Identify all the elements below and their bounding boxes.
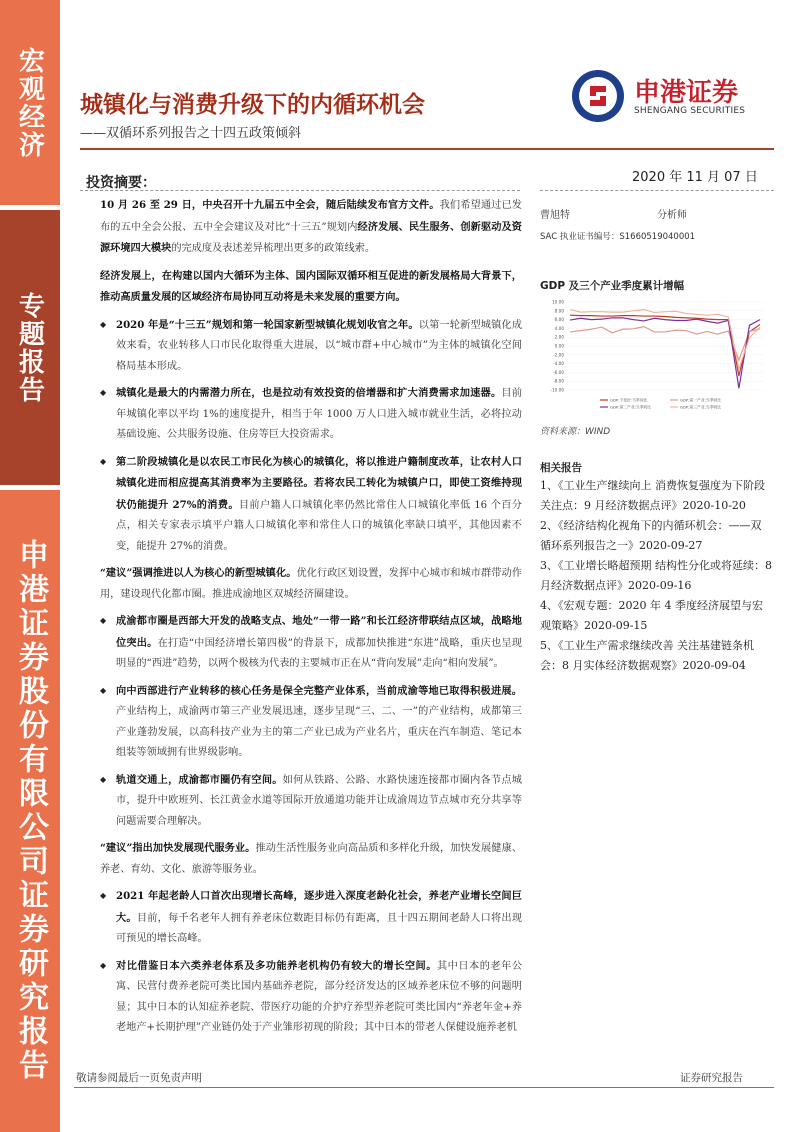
footer-divider: [74, 1087, 774, 1088]
sidebar: [0, 0, 60, 1132]
legend-label: GDP:第二产业:当季同比: [610, 404, 652, 410]
text-bold: 对比借鉴日本六类养老体系及多功能养老机构仍有较大的增长空间。: [116, 959, 437, 972]
y-tick-label: -6.00: [553, 369, 564, 375]
bullet-item: [100, 956, 522, 1039]
side-divider: [540, 190, 774, 191]
y-tick-label: -4.00: [553, 361, 564, 367]
bullet-item: [100, 383, 522, 446]
bullet-item: [100, 770, 522, 833]
summary-paragraph: [100, 266, 522, 309]
summary-divider: [80, 190, 520, 191]
y-tick-label: 2.00: [554, 334, 564, 340]
sidebar-company: 申港证券股份有限公司证券研究报告: [0, 490, 60, 1132]
text-bold: 第二阶段城镇化是以农民工市民化为核心的城镇化，将以推进户籍制度改革，让农村人口城镇化进而相应提高其消费率为主要路径。若将农民工转化为城镇户口，即使工资维持现状仍能提升 27%的消费。: [116, 455, 522, 511]
text-bold: 2020 年是“十三五”规划和第一轮国家新型城镇化规划收官之年。: [116, 318, 419, 331]
bullet-item: [100, 315, 522, 378]
logo-text-en: SHENGANG SECURITIES: [634, 106, 746, 116]
footer-label: 证券研究报告: [680, 1072, 743, 1084]
y-tick-label: 6.00: [554, 317, 564, 323]
y-tick-label: 4.00: [554, 325, 564, 331]
page-title: 城镇化与消费升级下的内循环机会: [80, 91, 425, 118]
analyst-sac: SAC 执业证书编号：S1660519040001: [540, 232, 696, 242]
y-tick-label: 10.00: [552, 299, 564, 305]
text: 我们希望通过已发布的五中全会公报、五中全会建议及对比“十三五”规划内: [100, 200, 523, 233]
logo-emblem-icon: [570, 68, 626, 124]
summary-paragraph: [100, 195, 522, 260]
text: 推动生活性服务业向高品质和多样化升级，加快发展健康、养老、育幼、文化、旅游等服务业。: [100, 843, 523, 875]
text: 在打造“中国经济增长第四极”的背景下，成都加快推进“东进”战略，重庆也呈现明显的“西进”趋势，以两个极核为代表的主要城市正在从“背向发展”走向“相向发展”。: [116, 637, 522, 669]
text: 产业结构上，成渝两市第三产业发展迅速，逐步呈现“三、二、一”的产业结构，成都第三产业蓬勃发展，以高科技产业为主的第二产业已成为产业名片，重庆在汽车制造、笔记本组装等领域拥有世界级影响。: [116, 706, 522, 758]
summary-paragraph: [100, 563, 522, 605]
text: 目前户籍人口城镇化率仍然比常住人口城镇化率低 16 个百分点，相关专家表示填平户籍人口城镇化率和常住人口的城镇化率缺口填平，其他因素不变，能提升 27%的消费。: [116, 499, 522, 552]
text-bold: 城镇化是最大的内需潜力所在，也是拉动有效投资的倍增器和扩大消费需求加速器。: [116, 387, 502, 399]
legend-label: GDP:第一产业:当季同比: [680, 397, 722, 403]
bullet-item: [100, 611, 522, 675]
analyst-title: 分析师: [657, 210, 687, 221]
gdp-chart: [540, 296, 770, 416]
legend-label: GDP:第三产业:当季同比: [680, 404, 722, 410]
page-subtitle: ——双循环系列报告之十四五政策倾斜: [80, 126, 302, 141]
text-bold: 2021 年起老龄人口首次出现增长高峰，逐步进入深度老龄化社会，养老产业增长空间巨大。: [116, 890, 522, 924]
report-date: 2020 年 11 月 07 日: [632, 170, 758, 185]
text-bold: “建议”指出加快发展现代服务业。: [100, 842, 256, 854]
y-tick-label: 0.00: [554, 343, 564, 349]
text-bold: 经济发展上，在构建以国内大循环为主体、国内国际双循环相互促进的新发展格局大背景下，推动高质量发展的区域经济布局协同互动将是未来发展的重要方向。: [100, 269, 522, 303]
text: 的完成度及表述差异梳理出更多的政策线索。: [171, 243, 376, 254]
text-bold: 经济发展、民生服务、创新驱动及资源环境四大模块: [100, 220, 522, 254]
text: 目前，每千名老年人拥有养老床位数距目标仍有距离，且十四五期间老龄人口将出现可预见的增长高峰。: [116, 912, 523, 944]
bullet-item: [100, 452, 522, 558]
analyst-name: 曹旭特: [540, 210, 570, 221]
chart-source: 资料来源：WIND: [540, 427, 611, 437]
text-bold: 10 月 26 至 29 日，中央召开十九届五中全会，随后陆续发布官方文件。: [100, 199, 440, 211]
related-heading: 相关报告: [540, 462, 582, 474]
sidebar-report-type: 专题报告: [0, 210, 60, 485]
text-bold: “建议”强调推进以人为核心的新型城镇化。: [100, 567, 297, 579]
related-item[interactable]: 4、《宏观专题：2020 年 4 季度经济展望与宏观策略》2020-09-15: [540, 599, 763, 632]
series-line: [570, 315, 760, 376]
y-tick-label: -10.00: [550, 387, 564, 393]
related-item[interactable]: 1、《工业生产继续向上 消费恢复强度为下阶段关注点：9 月经济数据点评》2020-10-20: [540, 479, 765, 512]
text: 优化行政区划设置，发挥中心城市和城市群带动作用，建设现代化都市圈。推进成渝地区双城经济圈建设。: [100, 568, 523, 600]
text-bold: 向中西部进行产业转移的核心任务是保全完整产业体系，当前成渝等地已取得积极进展。: [116, 684, 522, 697]
text: 其中日本的老年公寓、民营付费养老院可类比国内基础养老院，部分经济发达的区域养老床位不够的问题明显；其中日本的认知症养老院、带医疗功能的介护疗养型养老院可类比国内“养老年金+养老地产+长期护理”产业链仍处于产业雏形初现的阶段；其中日本的带老人保健设施养老机: [116, 960, 523, 1033]
chart-title: GDP 及三个产业季度累计增幅: [540, 280, 685, 292]
y-tick-label: -2.00: [553, 352, 564, 358]
sidebar-category: 宏观经济: [0, 0, 60, 205]
text-bold: 轨道交通上，成渝都市圈仍有空间。: [116, 773, 283, 786]
y-tick-label: 8.00: [554, 308, 564, 314]
summary-body: [100, 195, 522, 1045]
bullet-item: [100, 886, 522, 950]
bullet-item: [100, 681, 522, 764]
header-divider: [80, 148, 774, 150]
text-bold: 成渝都市圈是西部大开发的战略支点、地处“一带一路”和长江经济带联结点区域，战略地位突出。: [116, 615, 522, 649]
text: 以第一轮新型城镇化成效来看，农业转移人口市民化取得重大进展，以“城市群+中心城市”为主体的城镇化空间格局基本形成。: [116, 319, 523, 372]
related-item[interactable]: 3、《工业增长略超预期 结构性分化或将延续：8 月经济数据点评》2020-09-16: [540, 559, 772, 592]
logo-text: 申港证券: [634, 78, 739, 108]
legend-label: GDP:不变价:当季同比: [610, 397, 648, 403]
company-logo: [570, 68, 770, 124]
summary-paragraph: [100, 838, 522, 880]
y-tick-label: -8.00: [553, 378, 564, 384]
related-list: [540, 476, 772, 676]
text: 目前年城镇化率以平均 1%的速度提升，相当于年 1000 万人口进入城市就业生活，必将拉动基础设施、公共服务设施、住房等巨大投资需求。: [116, 388, 523, 440]
related-item[interactable]: 5、《工业生产需求继续改善 关注基建链条机会：8 月实体经济数据观察》2020-09-04: [540, 639, 754, 672]
summary-heading: 投资摘要：: [86, 175, 156, 191]
footer-disclaimer: 敬请参阅最后一页免责声明: [76, 1072, 202, 1084]
related-item[interactable]: 2、《经济结构化视角下的内循环机会：——双循环系列报告之一》2020-09-27: [540, 519, 762, 552]
text: 如何从铁路、公路、水路快速连接都市圈内各节点城市，提升中欧班列、长江黄金水道等国际开放通道功能并让成渝周边节点城市充分共享等问题需要合理解决。: [116, 774, 522, 827]
